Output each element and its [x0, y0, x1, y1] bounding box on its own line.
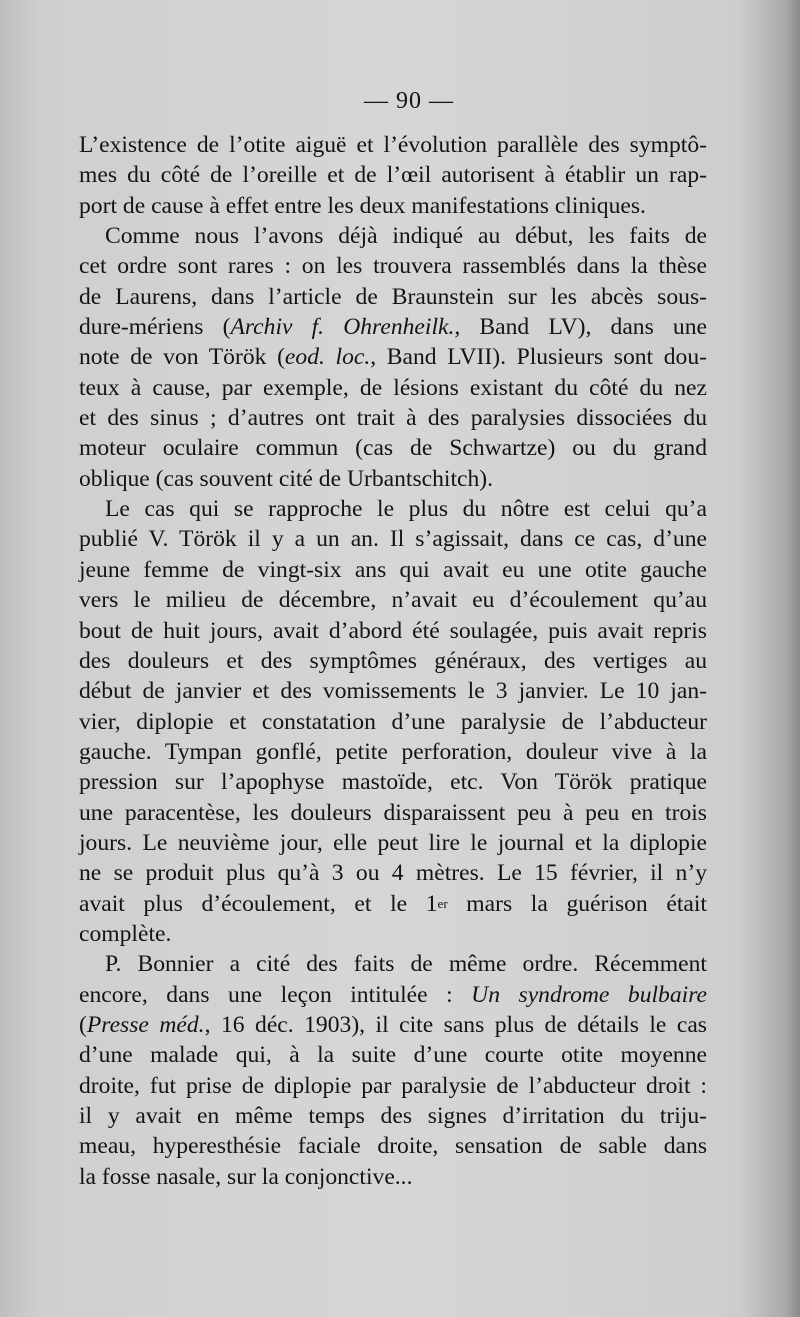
italic-text: Un syndrome bulbaire — [471, 981, 707, 1008]
text-line: d’une malade qui, à la suite d’une courte otite moyenne — [79, 1042, 707, 1069]
text-line: complète. — [79, 920, 172, 947]
text-line: Comme nous l’avons déjà indiqué au début, les faits de — [105, 223, 707, 250]
text-line: teux à cause, par exemple, de lésions existant du côté du nez — [79, 374, 707, 401]
text-line: publié V. Török il y a un an. Il s’agissait, dans ce cas, d’une — [79, 526, 707, 553]
text-line: gauche. Tympan gonflé, petite perforation, douleur vive à la — [79, 738, 707, 765]
superscript-text: er — [437, 895, 448, 911]
text-line: port de cause à effet entre les deux manifestations cliniques. — [79, 192, 646, 219]
italic-text: Archiv f. Ohrenheilk. — [230, 314, 455, 341]
text-line: bout de huit jours, avait d’abord été soulagée, puis avait repris — [79, 617, 707, 644]
text-line: des douleurs et des symptômes généraux, des vertiges au — [79, 647, 707, 674]
text-line: avait plus d’écoulement, et le 1er mars la guérison était — [79, 890, 707, 917]
italic-text: Presse méd. — [86, 1011, 205, 1038]
text-line: L’existence de l’otite aiguë et l’évolution parallèle des symptô- — [79, 132, 707, 158]
body-text — [79, 130, 707, 1192]
text-line: note de von Török (eod. loc., Band LVII). Plusieurs sont dou- — [79, 344, 707, 371]
text-line: la fosse nasale, sur la conjonctive... — [79, 1163, 413, 1190]
italic-text: eod. loc. — [284, 344, 371, 371]
text-line: droite, fut prise de diplopie par paralysie de l’abducteur droit : — [79, 1072, 707, 1099]
text-line: oblique (cas souvent cité de Urbantschitch). — [79, 465, 494, 492]
text-line: jours. Le neuvième jour, elle peut lire le journal et la diplopie — [79, 829, 707, 856]
text-line: meau, hyperesthésie faciale droite, sensation de sable dans — [79, 1133, 707, 1160]
text-line: de Laurens, dans l’article de Braunstein sur les abcès sous- — [79, 283, 707, 310]
text-line: vier, diplopie et constatation d’une paralysie de l’abducteur — [79, 708, 707, 735]
paragraph — [79, 221, 707, 494]
text-line: cet ordre sont rares : on les trouvera rassemblés dans la thèse — [79, 253, 707, 280]
text-line: ne se produit plus qu’à 3 ou 4 mètres. Le 15 février, il n’y — [79, 860, 707, 887]
text-line: Le cas qui se rapproche le plus du nôtre est celui qu’a — [105, 496, 707, 523]
paragraph — [79, 949, 707, 1192]
text-line: P. Bonnier a cité des faits de même ordre. Récemment — [105, 951, 707, 978]
text-line: et des sinus ; d’autres ont trait à des paralysies dissociées du — [79, 405, 707, 432]
text-line: encore, dans une leçon intitulée : Un syndrome bulbaire — [79, 981, 707, 1008]
text-line: vers le milieu de décembre, n’avait eu d’écoulement qu’au — [79, 587, 707, 614]
text-line: moteur oculaire commun (cas de Schwartze) ou du grand — [79, 435, 707, 462]
text-line: une paracentèse, les douleurs disparaissent peu à peu en trois — [79, 799, 707, 826]
text-line: début de janvier et des vomissements le 3 janvier. Le 10 jan- — [79, 678, 707, 705]
paragraph — [79, 130, 707, 221]
text-line: (Presse méd., 16 déc. 1903), il cite sans plus de détails le cas — [79, 1011, 707, 1038]
paragraph — [79, 494, 707, 949]
text-line: mes du côté de l’oreille et de l’œil autorisent à établir un rap- — [79, 162, 707, 189]
text-line: il y avait en même temps des signes d’irritation du triju- — [79, 1103, 707, 1129]
text-line: dure-mériens (Archiv f. Ohrenheilk., Band LV), dans une — [79, 314, 707, 341]
text-line: jeune femme de vingt-six ans qui avait eu une otite gauche — [79, 556, 707, 583]
text-line: pression sur l’apophyse mastoïde, etc. Von Török pratique — [79, 769, 707, 796]
page-number: — 90 — — [364, 88, 454, 114]
